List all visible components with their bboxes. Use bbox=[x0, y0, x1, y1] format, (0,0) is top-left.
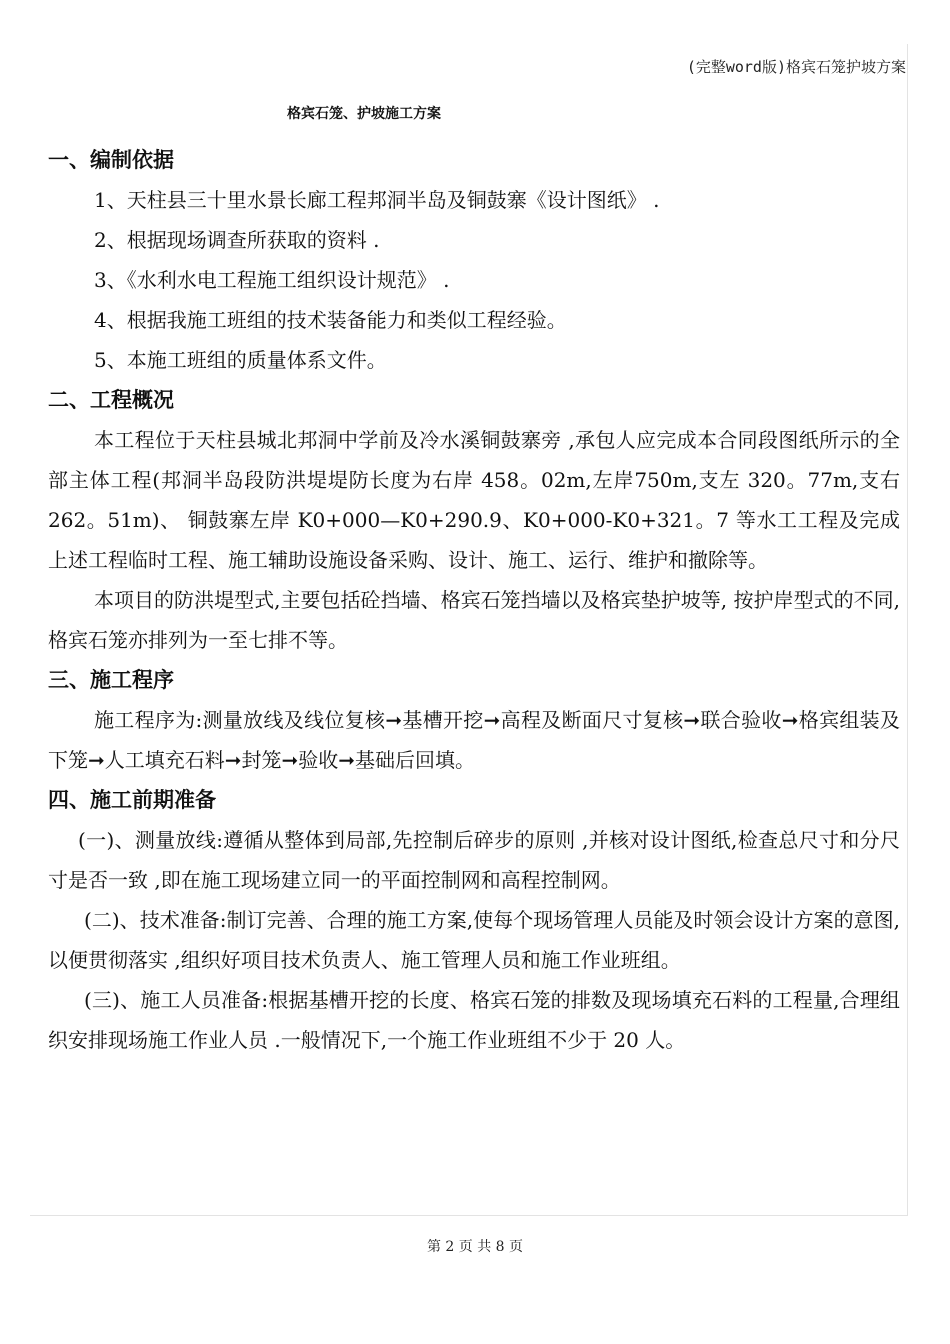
procedure-paragraph: 施工程序为:测量放线及线位复核➞基槽开挖➞高程及断面尺寸复核➞联合验收➞格宾组装及下笼➞人工填充石料➞封笼➞验收➞基础后回填。 bbox=[48, 708, 900, 772]
preparation-staffing-paragraph: (三)、施工人员准备:根据基槽开挖的长度、格宾石笼的排数及现场填充石料的工程量,合理组织安排现场施工作业人员 .一般情况下,一个施工作业班组不少于 20 人。 bbox=[48, 988, 900, 1052]
section-heading-overview: 二、工程概况 bbox=[48, 388, 174, 412]
basis-item-4: 4、根据我施工班组的技术装备能力和类似工程经验。 bbox=[94, 308, 567, 332]
basis-item-2: 2、根据现场调查所获取的资料 . bbox=[94, 228, 380, 252]
preparation-survey-paragraph: (一)、测量放线:遵循从整体到局部,先控制后碎步的原则 ,并核对设计图纸,检查总尺寸和分尺寸是否一致 ,即在施工现场建立同一的平面控制网和高程控制网。 bbox=[48, 828, 900, 892]
preparation-technical-paragraph: (二)、技术准备:制订完善、合理的施工方案,使每个现场管理人员能及时领会设计方案的意图,以便贯彻落实 ,组织好项目技术负责人、施工管理人员和施工作业班组。 bbox=[48, 908, 900, 972]
overview-paragraph-2: 本项目的防洪堤型式,主要包括砼挡墙、格宾石笼挡墙以及格宾垫护坡等, 按护岸型式的不同,格宾石笼亦排列为一至七排不等。 bbox=[48, 588, 900, 652]
basis-item-3: 3、《水利水电工程施工组织设计规范》 . bbox=[94, 268, 450, 292]
section-heading-procedure: 三、施工程序 bbox=[48, 668, 174, 692]
document-body bbox=[48, 140, 900, 1060]
document-title: 格宾石笼、护坡施工方案 bbox=[287, 106, 441, 122]
running-header: (完整word版)格宾石笼护坡方案 bbox=[686, 58, 906, 76]
overview-paragraph-1: 本工程位于天柱县城北邦洞中学前及冷水溪铜鼓寨旁 ,承包人应完成本合同段图纸所示的全部主体工程(邦洞半岛段防洪堤堤防长度为右岸 458。02m,左岸750m,支左 320。77m,支右 262。51m)、 铜鼓寨左岸 K0+000—K0+290.9、K0+000-K0+321。7 等水工工程及完成上述工程临时工程、施工辅助设施设备采购、设计、施工、运行、维护和撤除等。 bbox=[48, 428, 900, 572]
basis-item-1: 1、天柱县三十里水景长廊工程邦洞半岛及铜鼓寨《设计图纸》 . bbox=[94, 188, 660, 212]
section-heading-preparation: 四、施工前期准备 bbox=[48, 788, 216, 812]
basis-item-5: 5、本施工班组的质量体系文件。 bbox=[94, 348, 387, 372]
page-number: 第 2 页 共 8 页 bbox=[426, 1239, 524, 1255]
section-heading-basis: 一、编制依据 bbox=[48, 148, 174, 172]
